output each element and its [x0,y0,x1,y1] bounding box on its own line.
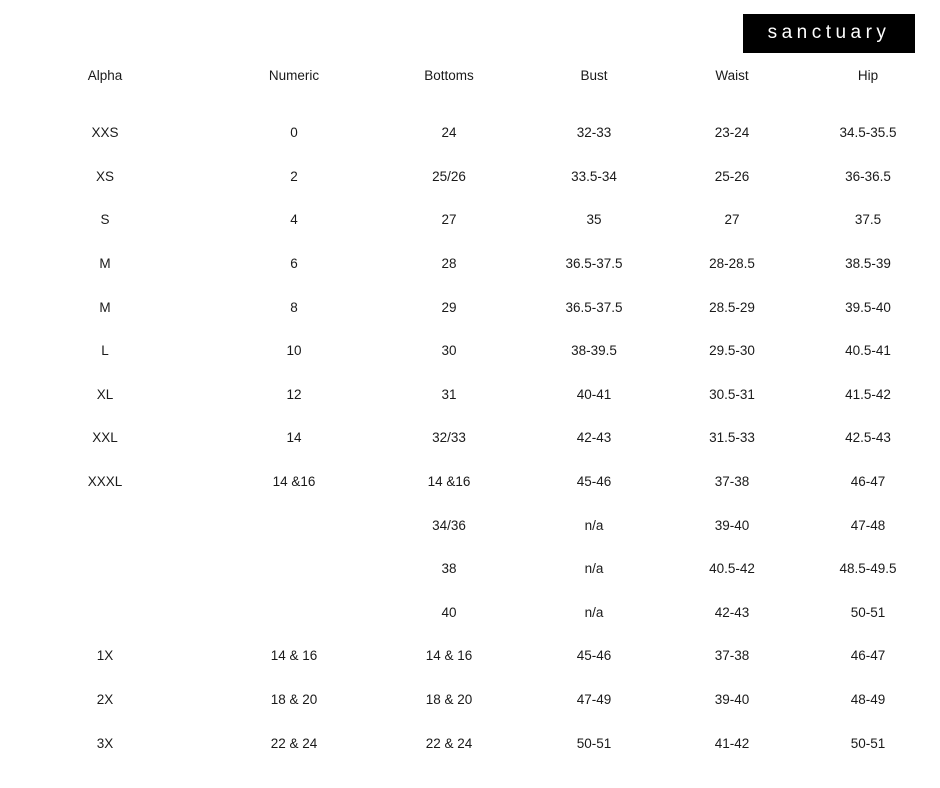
cell-numeric: 22 & 24 [270,735,318,751]
cell-hip: 38.5-39 [845,256,891,272]
brand-name: sanctuary [743,14,915,53]
cell-hip: 36-36.5 [845,168,891,184]
cell-numeric: 8 [290,299,298,315]
size-chart-table-wrapper [0,68,940,765]
cell-bust: 35 [586,212,602,228]
cell-alpha [0,503,210,547]
cell-alpha: XL [96,386,114,402]
cell-hip: 50-51 [850,735,886,751]
cell-hip: 48-49 [850,692,886,708]
cell-alpha: M [99,256,111,272]
column-header-alpha: Alpha [87,68,123,83]
cell-alpha: S [100,212,110,228]
cell-waist: 31.5-33 [709,430,755,446]
cell-bottoms: 28 [441,256,457,272]
cell-bust: 42-43 [576,430,612,446]
cell-bottoms: 24 [441,125,457,141]
cell-alpha: L [101,343,109,359]
cell-numeric [210,591,378,635]
cell-numeric: 4 [290,212,298,228]
column-header-numeric: Numeric [268,68,320,83]
table-row [0,591,940,635]
table-row [0,547,940,591]
cell-waist: 41-42 [714,735,750,751]
cell-bust: n/a [584,517,604,533]
cell-bust: 38-39.5 [571,343,617,359]
cell-waist: 27 [724,212,740,228]
cell-hip: 46-47 [850,474,886,490]
table-head [0,68,940,111]
cell-hip: 39.5-40 [845,299,891,315]
cell-alpha: XXS [91,125,119,141]
cell-waist: 30.5-31 [709,386,755,402]
table-row [0,155,940,199]
cell-waist: 28.5-29 [709,299,755,315]
cell-waist: 39-40 [714,692,750,708]
cell-waist: 40.5-42 [709,561,755,577]
cell-hip: 41.5-42 [845,386,891,402]
cell-bust: n/a [584,561,604,577]
cell-bust: n/a [584,604,604,620]
cell-bottoms: 32/33 [432,430,466,446]
cell-numeric [210,503,378,547]
table-row [0,721,940,765]
table-header-row [0,68,940,111]
cell-bottoms: 29 [441,299,457,315]
cell-numeric: 14 & 16 [270,648,318,664]
cell-bottoms: 40 [441,604,457,620]
cell-numeric: 10 [286,343,302,359]
table-row [0,460,940,504]
table-row [0,503,940,547]
table-body [0,111,940,765]
cell-numeric: 0 [290,125,298,141]
cell-hip: 42.5-43 [845,430,891,446]
cell-bust: 45-46 [576,648,612,664]
table-row [0,242,940,286]
size-chart-table [0,68,940,765]
cell-waist: 42-43 [714,604,750,620]
cell-alpha: M [99,299,111,315]
cell-alpha: XXL [92,430,118,446]
cell-alpha [0,547,210,591]
cell-bust: 40-41 [576,386,612,402]
column-header-bust: Bust [580,68,608,83]
cell-bottoms: 31 [441,386,457,402]
cell-numeric: 2 [290,168,298,184]
table-row [0,111,940,155]
cell-numeric: 12 [286,386,302,402]
cell-bottoms: 38 [441,561,457,577]
column-header-waist: Waist [715,68,749,83]
cell-bottoms: 25/26 [432,168,466,184]
cell-bust: 45-46 [576,474,612,490]
table-row [0,634,940,678]
cell-numeric: 14 &16 [272,474,316,490]
cell-numeric: 6 [290,256,298,272]
cell-alpha: XS [95,168,114,184]
cell-waist: 39-40 [714,517,750,533]
cell-bottoms: 14 & 16 [425,648,473,664]
cell-bust: 33.5-34 [571,168,617,184]
cell-bottoms: 18 & 20 [425,692,473,708]
cell-hip: 50-51 [850,604,886,620]
table-row [0,373,940,417]
cell-waist: 28-28.5 [709,256,755,272]
cell-alpha [0,591,210,635]
cell-hip: 46-47 [850,648,886,664]
cell-bust: 50-51 [576,735,612,751]
cell-alpha: 2X [96,692,114,708]
cell-hip: 40.5-41 [845,343,891,359]
cell-bust: 32-33 [576,125,612,141]
cell-waist: 23-24 [714,125,750,141]
cell-bust: 36.5-37.5 [565,256,623,272]
cell-alpha: XXXL [87,474,123,490]
cell-bottoms: 27 [441,212,457,228]
cell-bottoms: 22 & 24 [425,735,473,751]
cell-bust: 36.5-37.5 [565,299,623,315]
column-header-bottoms: Bottoms [424,68,474,83]
cell-bottoms: 34/36 [432,517,466,533]
cell-hip: 37.5 [854,212,882,228]
table-row [0,416,940,460]
table-row [0,329,940,373]
column-header-hip: Hip [857,68,879,83]
cell-waist: 37-38 [714,474,750,490]
cell-numeric: 18 & 20 [270,692,318,708]
table-row [0,198,940,242]
cell-bust: 47-49 [576,692,612,708]
cell-waist: 37-38 [714,648,750,664]
cell-numeric: 14 [286,430,302,446]
cell-hip: 48.5-49.5 [839,561,897,577]
table-row [0,678,940,722]
cell-numeric [210,547,378,591]
table-row [0,285,940,329]
cell-hip: 34.5-35.5 [839,125,897,141]
cell-hip: 47-48 [850,517,886,533]
cell-waist: 29.5-30 [709,343,755,359]
brand-logo [743,14,915,53]
cell-waist: 25-26 [714,168,750,184]
cell-bottoms: 30 [441,343,457,359]
cell-alpha: 3X [96,735,114,751]
cell-alpha: 1X [96,648,114,664]
cell-bottoms: 14 &16 [427,474,471,490]
